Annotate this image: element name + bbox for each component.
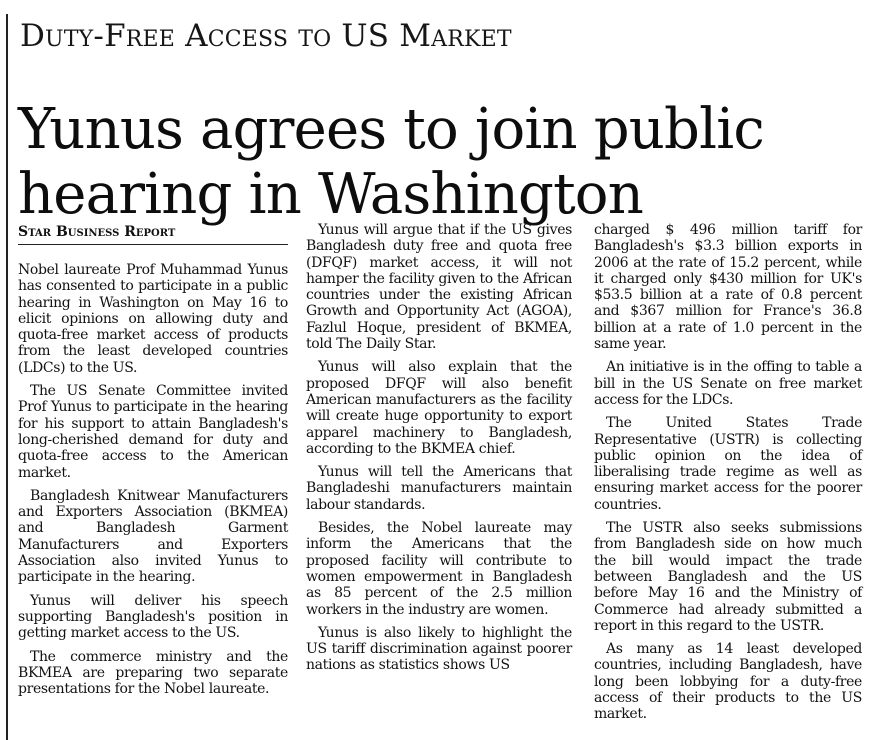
kicker-heading: Duty-Free Access to US Market — [20, 18, 512, 54]
paragraph: Yunus is also likely to highlight the US tariff discrimination against poorer nations as statistics shows US — [306, 624, 572, 674]
paragraph: The commerce ministry and the BKMEA are preparing two separate presentations for the Nobel laureate. — [18, 648, 288, 698]
article-column-1 — [18, 262, 288, 704]
paragraph: Yunus will tell the Americans that Bangladeshi manufacturers maintain labour standards. — [306, 464, 572, 513]
paragraph: The USTR also seeks submissions from Bangladesh side on how much the bill would impact the trade between Bangladesh and the US before May 16 and the Ministry of Commerce had already submitted a report in this regard to the USTR. — [594, 520, 862, 634]
article-column-2 — [306, 222, 572, 681]
paragraph: Bangladesh Knitwear Manufacturers and Exporters Association (BKMEA) and Bangladesh Garment Manufacturers and Exporters Association also invited Yunus to participate in the hearing. — [18, 487, 288, 586]
paragraph: Yunus will argue that if the US gives Bangladesh duty free and quota free (DFQF) market access, it will not hamper the facility given to the African countries under the existing African Growth and Opportunity Act (AGOA), Fazlul Hoque, president of BKMEA, told The Daily Star. — [306, 222, 572, 353]
left-border-rule — [6, 14, 8, 740]
paragraph: As many as 14 least developed countries, including Bangladesh, have long been lobbying for a duty-free access of their products to the US market. — [594, 641, 862, 723]
paragraph: Nobel laureate Prof Muhammad Yunus has consented to participate in a public hearing in Washington on May 16 to elicit opinions on allowing duty and quota-free market access of products from the least developed countries (LDCs) to the US. — [18, 262, 288, 376]
byline-underline — [18, 244, 288, 245]
paragraph: An initiative is in the offing to table a bill in the US Senate on free market access for the LDCs. — [594, 359, 862, 408]
paragraph: The US Senate Committee invited Prof Yunus to participate in the hearing for his support to attain Bangladesh's long-cherished demand for duty and quota-free access to the American market. — [18, 383, 288, 481]
article-column-3 — [594, 222, 862, 730]
paragraph: Yunus will deliver his speech supporting Bangladesh's position in getting market access to the US. — [18, 592, 288, 642]
paragraph: Besides, the Nobel laureate may inform the Americans that the proposed facility will contribute to women empowerment in Bangladesh as 85 percent of the 2.5 million workers in the industry are women. — [306, 520, 572, 618]
headline: Yunus agrees to join public hearing in Washington — [18, 96, 764, 227]
paragraph: charged $ 496 million tariff for Bangladesh's $3.3 billion exports in 2006 at the rate of 15.2 percent, while it charged only $430 million for UK's $53.5 billion at a rate of 0.8 percent and $367 million for France's 36.8 billion at a rate of 1.0 percent in the same year. — [594, 222, 862, 353]
byline: Star Business Report — [18, 224, 176, 240]
paragraph: Yunus will also explain that the proposed DFQF will also benefit American manufacturers as the facility will create huge opportunity to export apparel machinery to Bangladesh, according to the BKMEA chief. — [306, 359, 572, 457]
paragraph: The United States Trade Representative (USTR) is collecting public opinion on the idea of liberalising trade regime as well as ensuring market access for the poorer countries. — [594, 415, 862, 513]
